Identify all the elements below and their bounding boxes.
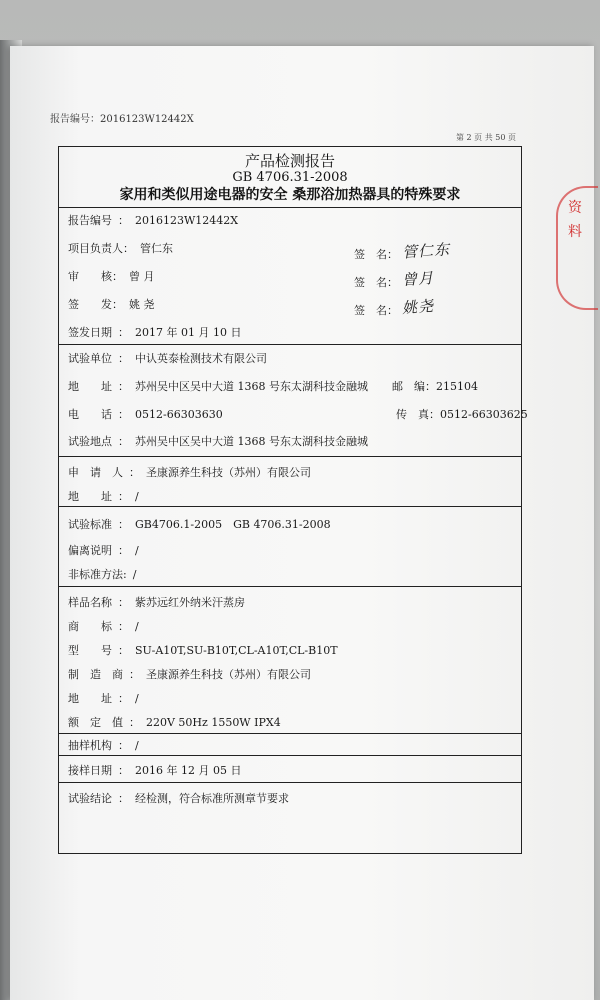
trademark-value: / — [135, 620, 139, 633]
sampling-org-value: / — [135, 739, 139, 752]
field-label: 地 址 — [68, 380, 112, 393]
issue-date-value: 2017 年 01 月 10 日 — [135, 326, 242, 339]
test-standard-row: 试验标准 ： GB4706.1-2005 GB 4706.31-2008 — [68, 518, 331, 531]
manufacturer-address-value: / — [135, 692, 139, 705]
postcode — [392, 378, 478, 394]
reviewer-value: 曾 月 — [129, 270, 155, 283]
red-stamp: 资料 — [568, 200, 582, 240]
signature-label: 签 名： — [354, 276, 398, 289]
field-label: 型 号 — [68, 644, 112, 657]
postcode-value: 215104 — [436, 380, 478, 393]
deviation-row: 偏离说明 ： / — [68, 544, 139, 557]
test-site-row: 试验地点 ： 苏州吴中区吴中大道 1368 号东太湖科技金融城 — [68, 435, 368, 448]
field-label: 地 址 — [68, 692, 112, 705]
phone-value: 0512-66303630 — [135, 408, 223, 421]
model-row: 型 号 ： SU-A10T,SU-B10T,CL-A10T,CL-B10T — [68, 644, 338, 657]
manufacturer-row: 制 造 商 ： 圣康源养生科技（苏州）有限公司 — [68, 668, 311, 681]
test-site-value: 苏州吴中区吴中大道 1368 号东太湖科技金融城 — [135, 435, 368, 448]
conclusion-value: 经检测，符合标准所测章节要求 — [135, 792, 289, 805]
divider — [58, 344, 522, 345]
fax — [396, 406, 528, 422]
divider — [58, 506, 522, 507]
sampling-org-row: 抽样机构 ： / — [68, 739, 139, 752]
report-no-value: 2016123W12442X — [135, 214, 239, 227]
test-standard-value: GB4706.1-2005 GB 4706.31-2008 — [135, 518, 331, 531]
field-label: 申 请 人 — [68, 466, 123, 479]
field-label: 项目负责人： — [68, 242, 134, 255]
issuer-row — [68, 296, 155, 312]
nonstandard-value: / — [132, 568, 137, 581]
field-label: 报告编号 — [68, 214, 112, 227]
field-label: 电 话 — [68, 408, 112, 421]
applicant-address-row: 地 址 ： / — [68, 490, 139, 503]
field-label: 抽样机构 — [68, 739, 112, 752]
divider — [58, 733, 522, 734]
manufacturer-address-row: 地 址 ： / — [68, 692, 139, 705]
lab-value: 中认英泰检测技术有限公司 — [135, 352, 267, 365]
address-row: 地 址 ： 苏州吴中区吴中大道 1368 号东太湖科技金融城 — [68, 380, 368, 393]
standard-code: GB 4706.31-2008 — [232, 170, 348, 185]
signature-issuer: 姚尧 — [401, 296, 435, 318]
conclusion-row: 试验结论 ： 经检测，符合标准所测章节要求 — [68, 792, 289, 805]
field-label: 制 造 商 — [68, 668, 123, 681]
field-label: 试验地点 — [68, 435, 112, 448]
rating-row: 额 定 值 ： 220V 50Hz 1550W IPX4 — [68, 716, 281, 729]
field-label: 试验标准 — [68, 518, 112, 531]
divider — [58, 456, 522, 457]
rating-value: 220V 50Hz 1550W IPX4 — [146, 716, 281, 729]
receive-date-row: 接样日期 ： 2016 年 12 月 05 日 — [68, 764, 242, 777]
report-no-row: 报告编号 ： 2016123W12442X — [68, 214, 239, 227]
lab-row: 试验单位 ： 中认英泰检测技术有限公司 — [68, 352, 267, 365]
signature-reviewer: 曾月 — [401, 268, 435, 290]
signature-label: 签 名： — [354, 304, 398, 317]
address-value: 苏州吴中区吴中大道 1368 号东太湖科技金融城 — [135, 380, 368, 393]
fax-value: 0512-66303625 — [440, 408, 528, 421]
header-report-number: 报告编号：2016123W12442X — [50, 114, 194, 125]
report-title: 产品检测报告 — [244, 152, 335, 170]
field-label: 地 址 — [68, 490, 112, 503]
reviewer-row — [68, 268, 155, 284]
divider — [58, 755, 522, 756]
applicant-value: 圣康源养生科技（苏州）有限公司 — [146, 466, 311, 479]
field-label: 试验单位 — [68, 352, 112, 365]
applicant-address-value: / — [135, 490, 139, 503]
model-value: SU-A10T,SU-B10T,CL-A10T,CL-B10T — [135, 644, 338, 657]
divider — [58, 782, 522, 783]
signature-project-lead: 管仁东 — [401, 240, 451, 262]
trademark-row: 商 标 ： / — [68, 620, 139, 633]
field-label: 样品名称 — [68, 596, 112, 609]
receive-date-value: 2016 年 12 月 05 日 — [135, 764, 242, 777]
issue-date-row: 签发日期 ： 2017 年 01 月 10 日 — [68, 326, 242, 339]
field-label: 偏离说明 — [68, 544, 112, 557]
applicant-row: 申 请 人 ： 圣康源养生科技（苏州）有限公司 — [68, 466, 311, 479]
field-label: 传 真： — [396, 408, 440, 421]
field-label: 接样日期 — [68, 764, 112, 777]
sample-name-value: 紫苏远红外纳米汗蒸房 — [135, 596, 245, 609]
issuer-value: 姚 尧 — [129, 298, 155, 311]
phone-row: 电 话 ： 0512-66303630 — [68, 408, 223, 421]
project-lead-row — [68, 240, 173, 256]
field-label: 额 定 值 — [68, 716, 123, 729]
field-label: 商 标 — [68, 620, 112, 633]
nonstandard-row — [68, 566, 136, 582]
field-label: 试验结论 — [68, 792, 112, 805]
project-lead-value: 管仁东 — [140, 242, 173, 255]
divider — [58, 586, 522, 587]
field-label: 审 核： — [68, 270, 123, 283]
divider — [58, 207, 522, 208]
field-label: 非标准方法: — [68, 568, 127, 581]
field-label: 签发日期 — [68, 326, 112, 339]
signature-label: 签 名： — [354, 248, 398, 261]
standard-title: 家用和类似用途电器的安全 桑那浴加热器具的特殊要求 — [119, 187, 461, 203]
title-block — [58, 152, 522, 204]
deviation-value: / — [135, 544, 139, 557]
sample-name-row: 样品名称 ： 紫苏远红外纳米汗蒸房 — [68, 596, 245, 609]
manufacturer-value: 圣康源养生科技（苏州）有限公司 — [146, 668, 311, 681]
page-count: 第 2 页 共 50 页 — [456, 133, 516, 142]
field-label: 邮 编： — [392, 380, 436, 393]
field-label: 签 发： — [68, 298, 123, 311]
